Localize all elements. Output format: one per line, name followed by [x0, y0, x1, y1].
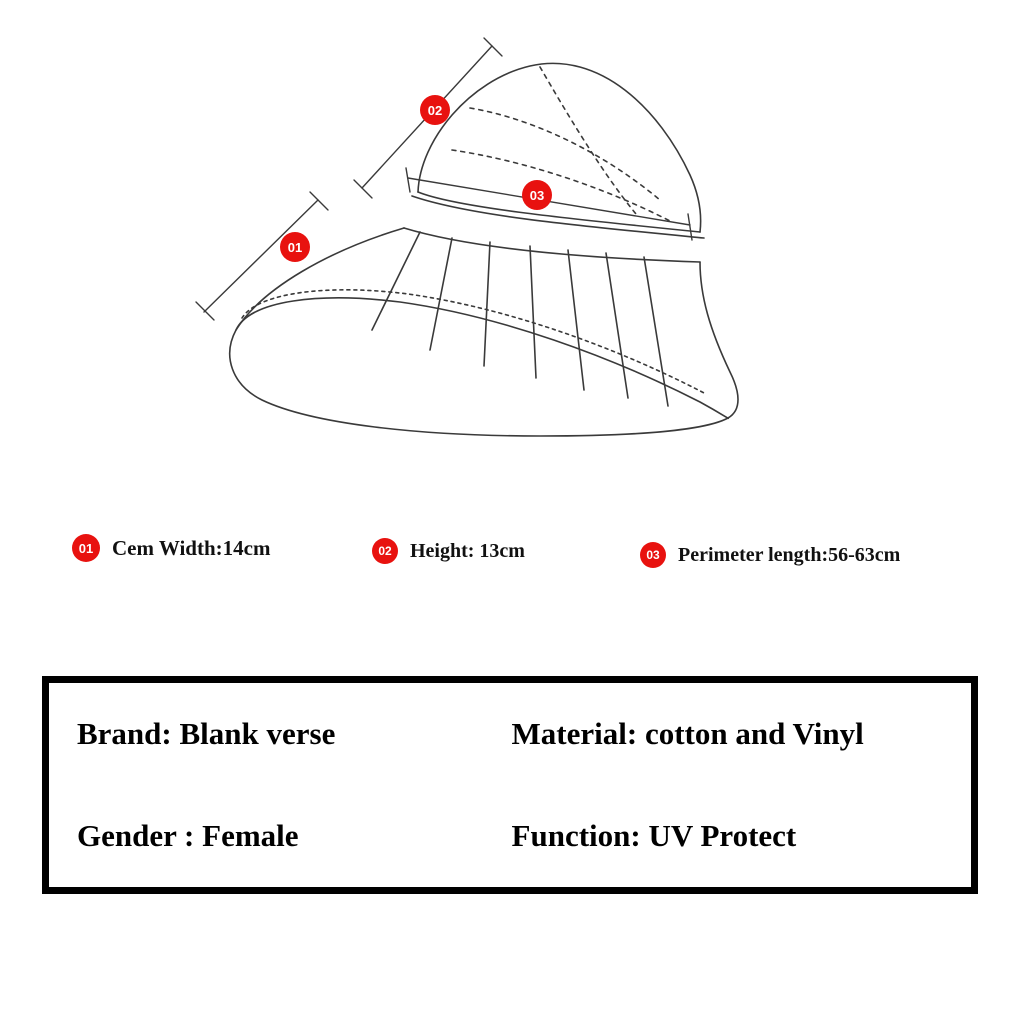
spec-gender: Gender : Female [77, 818, 299, 853]
legend-label-03: Perimeter length:56-63cm [678, 543, 901, 566]
specification-box [42, 676, 978, 894]
callout-badge-03: 03 [522, 180, 552, 210]
legend-item-01 [72, 534, 270, 562]
callout-badge-02: 02 [420, 95, 450, 125]
hat-drawing-svg [0, 0, 1024, 500]
legend-label-02: Height: 13cm [410, 539, 525, 562]
legend-badge-01: 01 [72, 534, 100, 562]
legend-label-01: Cem Width:14cm [112, 535, 271, 560]
legend-item-02 [372, 538, 525, 564]
measurement-legend [0, 534, 1024, 604]
spec-function: Function: UV Protect [511, 818, 797, 853]
hat-technical-drawing [0, 0, 1024, 500]
legend-badge-02: 02 [372, 538, 398, 564]
legend-item-03 [640, 542, 900, 568]
legend-badge-03: 03 [640, 542, 666, 568]
spec-material: Material: cotton and Vinyl [511, 716, 864, 751]
spec-brand: Brand: Blank verse [77, 716, 336, 751]
specification-grid [49, 683, 971, 887]
callout-badge-01: 01 [280, 232, 310, 262]
